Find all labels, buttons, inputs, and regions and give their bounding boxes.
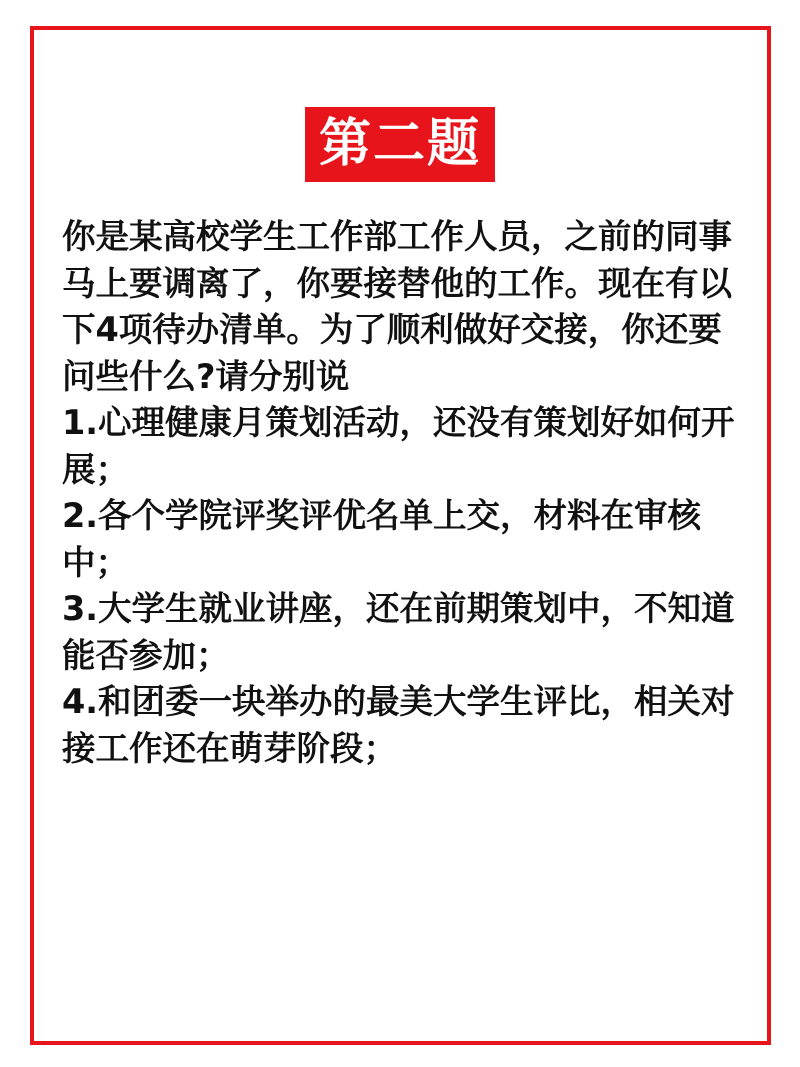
todo-item-1: 1.心理健康月策划活动，还没有策划好如何开展； [62, 403, 735, 489]
question-title: 第二题 [305, 107, 495, 182]
todo-item-4: 4.和团委一块举办的最美大学生评比，相关对接工作还在萌芽阶段； [62, 682, 735, 768]
question-intro: 你是某高校学生工作部工作人员，之前的同事马上要调离了，你要接替他的工作。现在有以下4项待办清单。为了顺利做好交接，你还要问些什么?请分别说 [62, 217, 732, 396]
todo-item-3: 3.大学生就业讲座，还在前期策划中，不知道能否参加； [62, 589, 735, 675]
todo-item-2: 2.各个学院评奖评优名单上交，材料在审核中； [62, 496, 702, 582]
question-body [62, 214, 744, 772]
